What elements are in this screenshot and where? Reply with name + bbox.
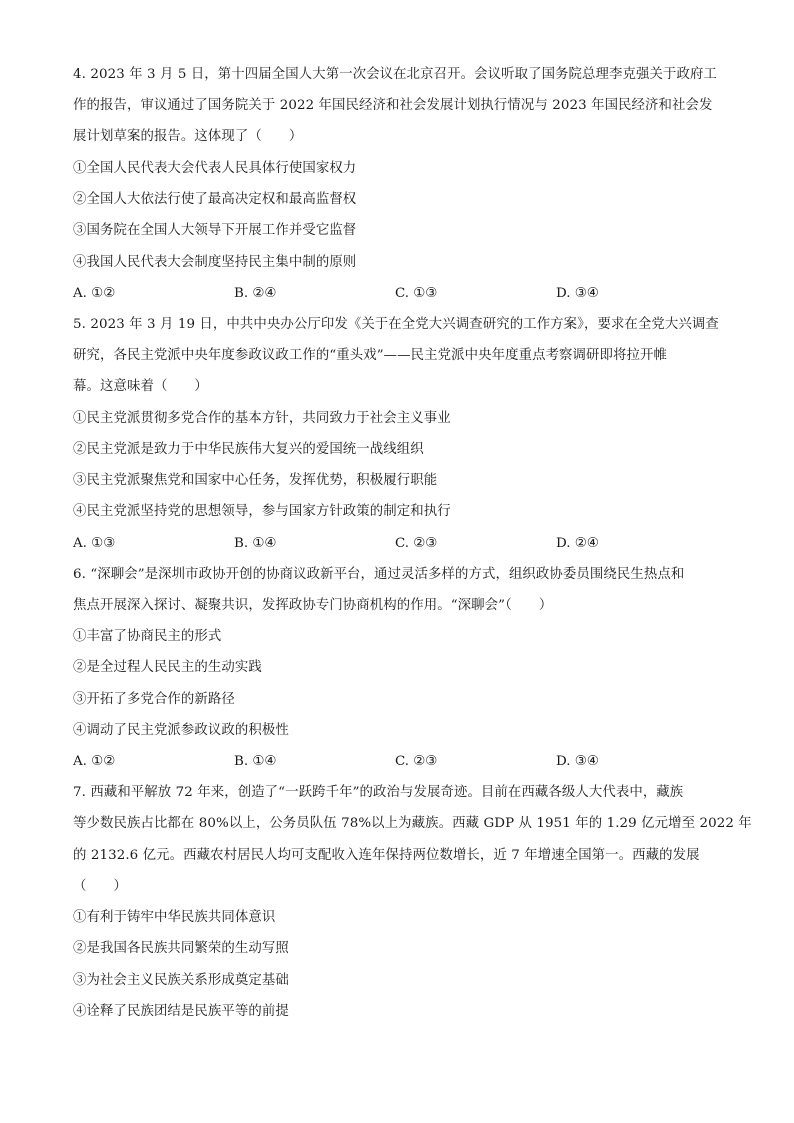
- q6-item-1: ①丰富了协商民主的形式: [73, 629, 222, 644]
- q6-stem-line-2: 焦点开展深入探讨、凝聚共识，发挥政协专门协商机构的作用。“深聊会”（ ）: [73, 598, 553, 613]
- q5-item-1: ①民主党派贯彻多党合作的基本方针，共同致力于社会主义事业: [73, 411, 451, 426]
- q5-item-4: ④民主党派坚持党的思想领导，参与国家方针政策的制定和执行: [73, 504, 451, 519]
- q4-stem-line-1: 4. 2023 年 3 月 5 日，第十四届全国人大第一次会议在北京召开。会议听取了国务院总理李克强关于政府工: [73, 67, 717, 82]
- q4-item-4: ④我国人民代表大会制度坚持民主集中制的原则: [73, 255, 357, 270]
- q7-item-3: ③为社会主义民族关系形成奠定基础: [73, 973, 289, 988]
- q7-item-2: ②是我国各民族共同繁荣的生动写照: [73, 941, 289, 956]
- q4-item-2: ②全国人大依法行使了最高决定权和最高监督权: [73, 192, 357, 207]
- q6-stem-line-1: 6. “深聊会”是深圳市政协开创的协商议政新平台，通过灵活多样的方式，组织政协委员围绕民生热点和: [73, 567, 685, 582]
- q7-stem-line-3: 的 2132.6 亿元。西藏农村居民人均可支配收入连年保持两位数增长，近 7 年增速全国第一。西藏的发展: [73, 848, 700, 863]
- q5-item-2: ②民主党派是致力于中华民族伟大复兴的爱国统一战线组织: [73, 442, 424, 457]
- q4-stem-line-3: 展计划草案的报告。这体现了（ ）: [73, 129, 303, 144]
- q6-options: [73, 753, 721, 771]
- q6-item-3: ③开拓了多党合作的新路径: [73, 692, 235, 707]
- q6-item-2: ②是全过程人民民主的生动实践: [73, 660, 262, 675]
- q7-item-1: ①有利于铸牢中华民族共同体意识: [73, 910, 276, 925]
- q7-stem-line-4: （ ）: [73, 879, 127, 894]
- q5-stem-line-3: 幕。这意味着（ ）: [73, 379, 208, 394]
- q4-option-b: B. ②④: [234, 286, 277, 301]
- q5-option-a: A. ①③: [73, 536, 116, 551]
- q7-item-4: ④诠释了民族团结是民族平等的前提: [73, 1004, 289, 1019]
- q4-option-c: C. ①③: [395, 286, 438, 301]
- q5-stem-line-2: 研究，各民主党派中央年度参政议政工作的“重头戏”——民主党派中央年度重点考察调研即将拉开帷: [73, 348, 667, 363]
- q6-option-b: B. ①④: [234, 754, 277, 769]
- q6-item-4: ④调动了民主党派参政议政的积极性: [73, 723, 289, 738]
- q4-stem-line-2: 作的报告，审议通过了国务院关于 2022 年国民经济和社会发展计划执行情况与 2023 年国民经济和社会发: [73, 98, 713, 113]
- q6-option-d: D. ③④: [556, 754, 599, 769]
- q7-stem-line-1: 7. 西藏和平解放 72 年来，创造了“一跃跨千年”的政治与发展奇迹。目前在西藏各级人大代表中，藏族: [73, 785, 684, 800]
- q4-item-1: ①全国人民代表大会代表人民具体行使国家权力: [73, 161, 357, 176]
- q5-option-c: C. ②③: [395, 536, 438, 551]
- q6-option-c: C. ②③: [395, 754, 438, 769]
- q4-option-a: A. ①②: [73, 286, 116, 301]
- q4-option-d: D. ③④: [556, 286, 599, 301]
- q5-option-d: D. ②④: [556, 536, 599, 551]
- q7-stem-line-2: 等少数民族占比都在 80%以上，公务员队伍 78%以上为藏族。西藏 GDP 从 1951 年的 1.29 亿元增至 2022 年: [73, 816, 752, 831]
- q6-option-a: A. ①②: [73, 754, 116, 769]
- q5-stem-line-1: 5. 2023 年 3 月 19 日，中共中央办公厅印发《关于在全党大兴调查研究的工作方案》，要求在全党大兴调查: [73, 317, 719, 332]
- q4-options: [73, 285, 721, 303]
- q5-option-b: B. ①④: [234, 536, 277, 551]
- q5-options: [73, 535, 721, 553]
- q5-item-3: ③民主党派聚焦党和国家中心任务，发挥优势，积极履行职能: [73, 473, 438, 488]
- q4-item-3: ③国务院在全国人大领导下开展工作并受它监督: [73, 223, 357, 238]
